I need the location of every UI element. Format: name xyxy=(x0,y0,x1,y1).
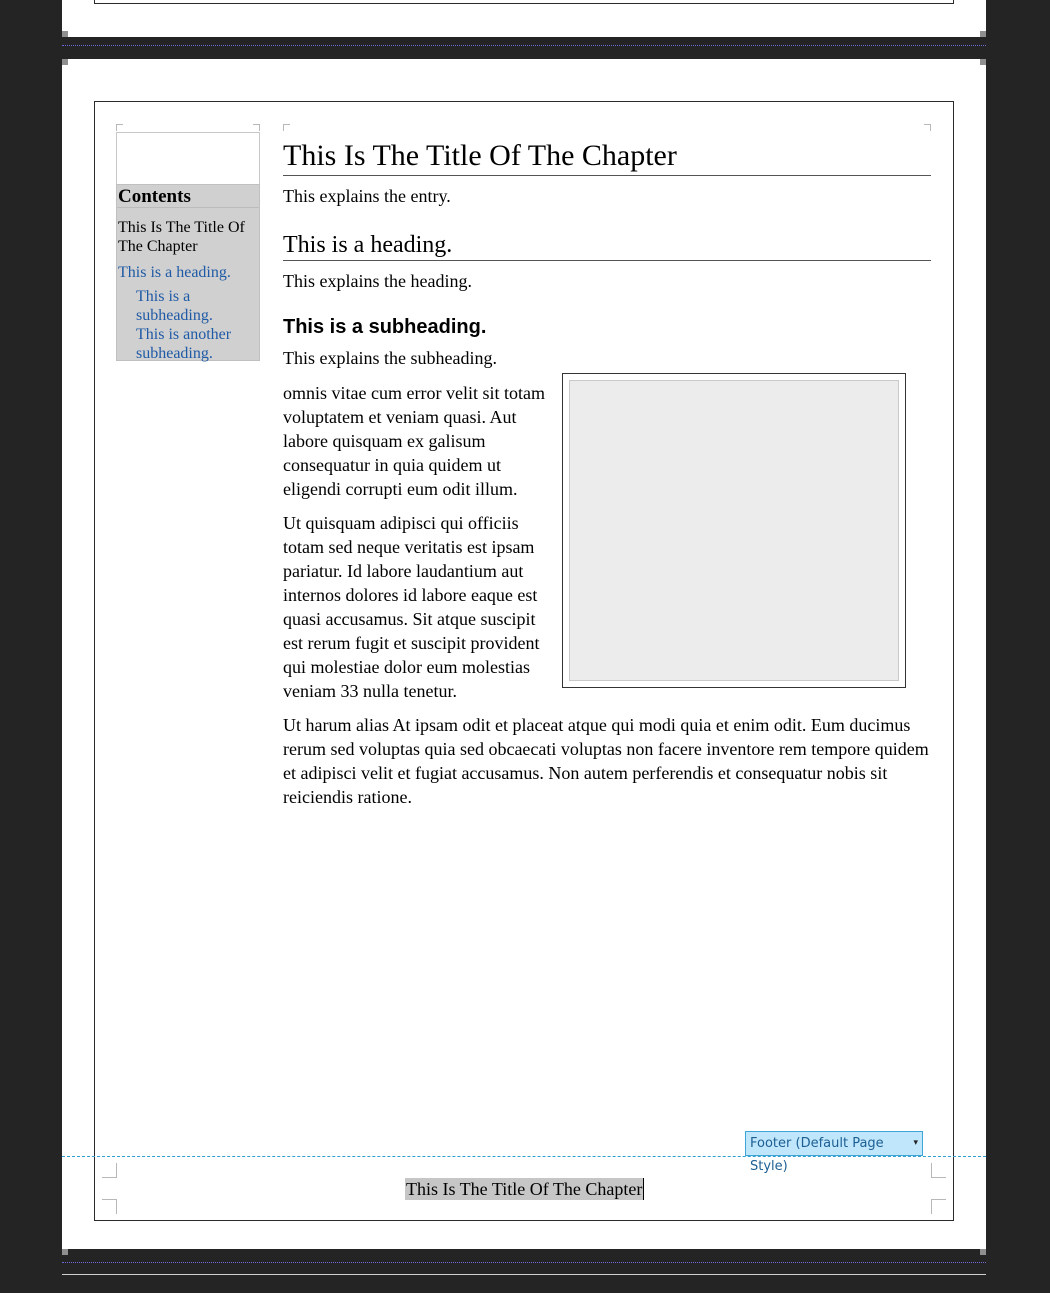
toc-entry-subheading[interactable]: This is a subheading. xyxy=(136,288,213,324)
heading-text[interactable]: This explains the heading. xyxy=(283,271,472,291)
chapter-title[interactable]: This Is The Title Of The Chapter xyxy=(283,139,677,172)
toc-entry-another-subheading[interactable]: This is another subheading. xyxy=(136,326,232,362)
next-page xyxy=(62,1274,986,1293)
crop-mark xyxy=(924,124,931,131)
heading-rule xyxy=(283,260,931,261)
page-corner-marker xyxy=(980,31,986,37)
crop-mark xyxy=(931,1163,946,1178)
crop-mark xyxy=(116,124,123,131)
toc-title: Contents xyxy=(118,186,191,207)
subheading-text[interactable]: This explains the subheading. xyxy=(283,348,497,368)
page-corner-marker xyxy=(980,59,986,65)
chevron-down-icon: ▾ xyxy=(913,1138,918,1148)
page-corner-marker xyxy=(62,1249,68,1255)
footer-chapter-field[interactable]: This Is The Title Of The Chapter xyxy=(406,1179,643,1199)
chapter-intro[interactable]: This explains the entry. xyxy=(283,186,451,206)
page-corner-marker xyxy=(980,1249,986,1255)
footer-style-button[interactable] xyxy=(745,1131,923,1174)
previous-page-frame xyxy=(94,0,954,4)
footer-style-label: Footer (Default Page Style) xyxy=(750,1136,884,1174)
page-break-line xyxy=(62,45,986,46)
page-corner-marker xyxy=(62,59,68,65)
paragraph-2[interactable]: Ut quisquam adipisci qui officiis totam sed neque veritatis est ipsam pariatur. Id labore laudantium aut internos dolores id labore eaque est quasi accusamus. Sit atque suscipit est rerum fugit et suscipit provident qui molestiae dolor eum molestias veniam 33 nulla tenetur. xyxy=(283,513,540,701)
toc-entry-heading[interactable]: This is a heading. xyxy=(118,264,231,281)
paragraph-3[interactable]: Ut harum alias At ipsam odit et placeat atque qui modi quia et enim odit. Eum ducimus rerum sed voluptas quia sed obcaecati voluptas non facere inventore rem tempore quidem et adipisci velit et fugiat accusamus. Non autem perferendis et consequatur nobis sit reiciendis ratione. xyxy=(283,715,929,807)
page-break-line xyxy=(62,1262,986,1263)
crop-mark xyxy=(102,1199,117,1214)
crop-mark xyxy=(253,124,260,131)
toc-header-area xyxy=(116,132,260,184)
crop-mark xyxy=(931,1199,946,1214)
subheading[interactable]: This is a subheading. xyxy=(283,316,487,338)
table-of-contents[interactable] xyxy=(116,184,260,361)
previous-page xyxy=(62,0,986,37)
title-rule xyxy=(283,175,931,176)
image-placeholder xyxy=(569,380,899,681)
toc-title-rule xyxy=(117,207,259,208)
page-corner-marker xyxy=(62,31,68,37)
crop-mark xyxy=(283,124,290,131)
heading[interactable]: This is a heading. xyxy=(283,232,453,258)
crop-mark xyxy=(102,1163,117,1178)
image-frame[interactable] xyxy=(562,373,906,688)
paragraph-1[interactable]: omnis vitae cum error velit sit totam voluptatem et veniam quasi. Aut labore quisquam ex galisum consequatur in quia quidem ut eligendi corrupti eum odit illum. xyxy=(283,383,545,499)
toc-entry-chapter[interactable]: This Is The Title Of The Chapter xyxy=(118,219,245,255)
footer-boundary-line xyxy=(62,1156,986,1157)
